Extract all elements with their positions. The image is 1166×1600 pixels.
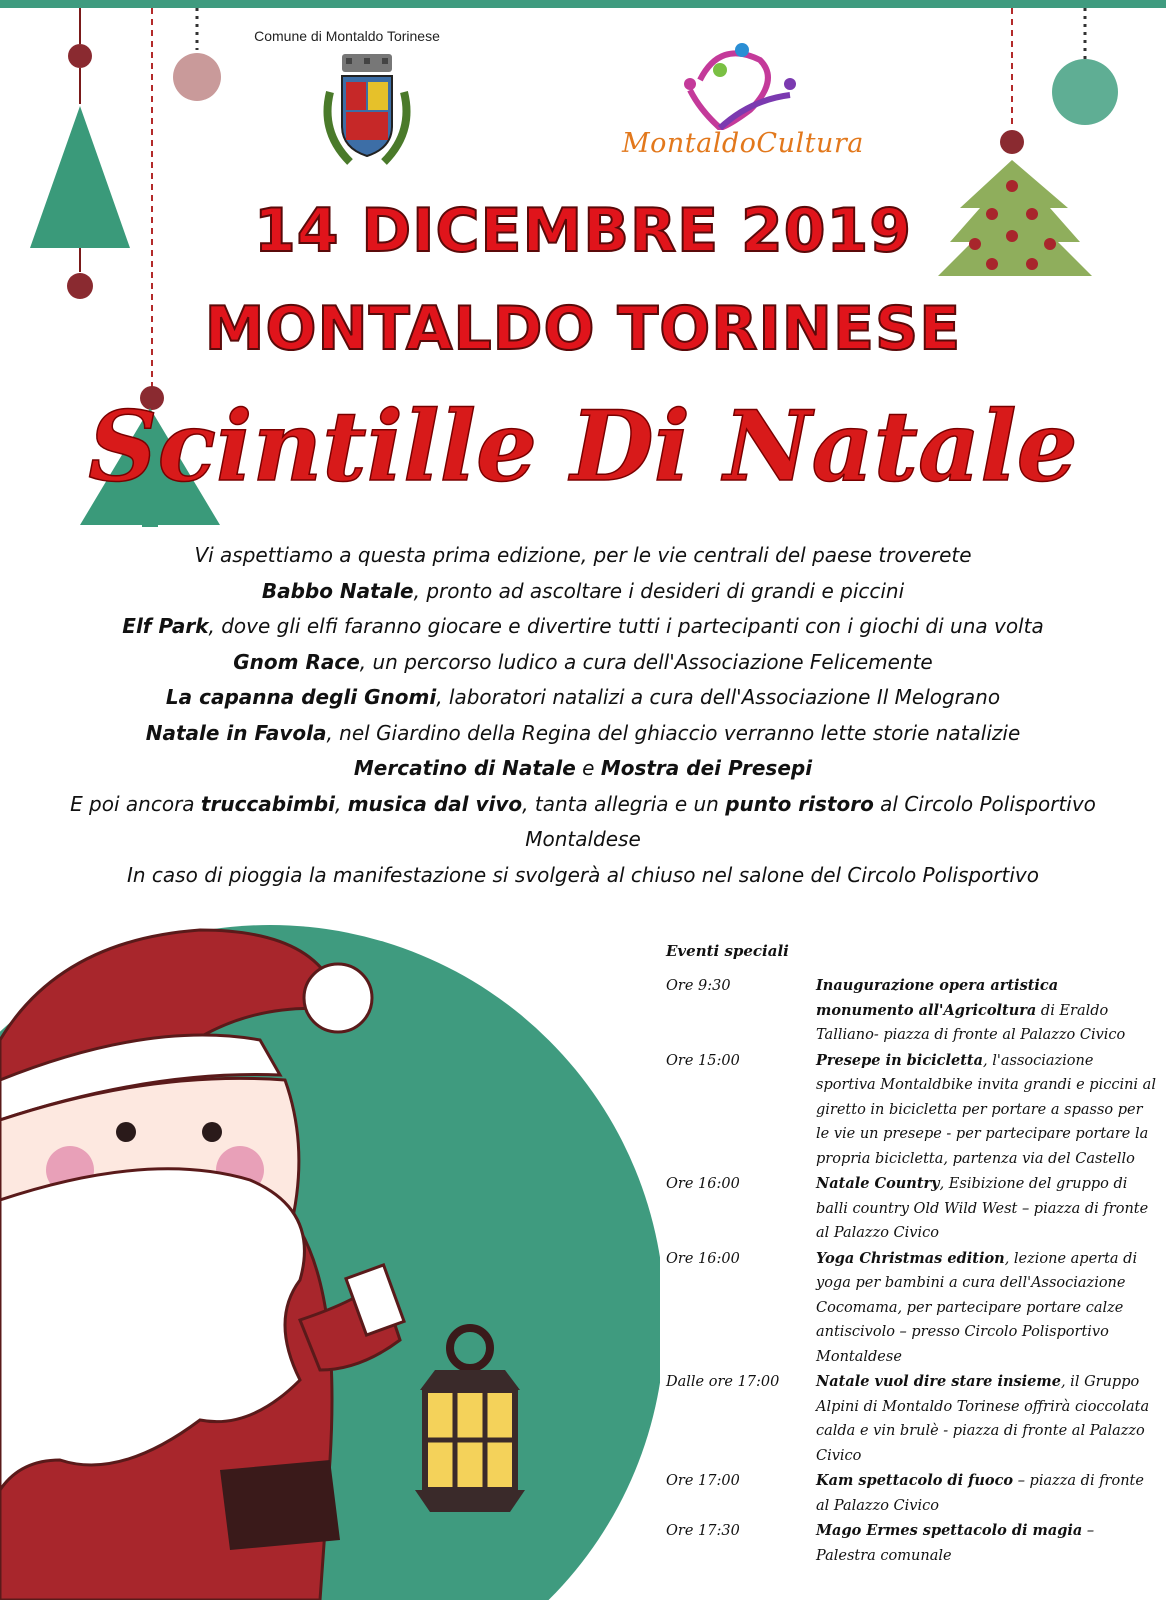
intro-line: E poi ancora truccabimbi, musica dal vivo, tanta allegria e un punto ristoro al Circolo Polisportivo	[70, 791, 1096, 816]
special-events-section	[666, 942, 1166, 1569]
intro-text	[0, 538, 1166, 893]
event-place: MONTALDO TORINESE	[204, 294, 962, 364]
event-row	[666, 1370, 1166, 1468]
intro-line: Natale in Favola, nel Giardino della Regina del ghiaccio verranno lette storie natalizie	[145, 720, 1021, 745]
event-row	[666, 1519, 1166, 1568]
event-time: Ore 17:30	[666, 1523, 740, 1539]
event-time: Ore 9:30	[666, 978, 731, 994]
hanging-ball-teal-icon	[1052, 8, 1118, 125]
event-date: 14 DICEMBRE 2019	[253, 196, 913, 266]
intro-line: Elf Park, dove gli elfi faranno giocare e divertire tutti i partecipanti con i giochi di una volta	[122, 614, 1044, 638]
event-row	[666, 1172, 1166, 1246]
event-description: Yoga Christmas edition, lezione aperta di yoga per bambini a cura dell'Associazione Cocomama, per partecipare portare calze antiscivolo – presso Circolo Polisportivo Montaldese	[816, 1249, 1138, 1365]
event-time: Ore 15:00	[666, 1052, 740, 1069]
event-description: Mago Ermes spettacolo di magia – Palestra comunale	[816, 1522, 1095, 1564]
montaldo-cultura-logo-icon	[620, 40, 820, 130]
event-description: Natale Country, Esibizione del gruppo di balli country Old Wild West – piazza di fronte al Palazzo Civico	[816, 1175, 1149, 1241]
intro-line: La capanna degli Gnomi, laboratori natalizi a cura dell'Associazione Il Melograno	[165, 685, 1001, 709]
intro-line: Mercatino di Natale e Mostra dei Presepi	[353, 756, 813, 780]
event-row	[666, 1049, 1166, 1172]
event-row	[666, 1247, 1166, 1370]
event-row	[666, 974, 1166, 1048]
event-title: Scintille Di Natale	[88, 390, 1078, 503]
event-description: Natale vuol dire stare insieme, il Gruppo Alpini di Montaldo Torinese offrirà cioccolata calda e vin brulè - piazza di fronte al Palazzo Civico	[816, 1373, 1150, 1464]
intro-line: Gnom Race, un percorso ludico a cura dell'Associazione Felicemente	[233, 649, 933, 674]
intro-line: In caso di pioggia la manifestazione si svolgerà al chiuso nel salone del Circolo Polisportivo	[127, 862, 1039, 887]
logo-text: MontaldoCultura	[622, 128, 864, 159]
events-heading: Eventi speciali	[666, 942, 789, 960]
intro-line: Montaldese	[525, 827, 641, 851]
event-time: Ore 16:00	[666, 1250, 740, 1267]
coat-of-arms-icon	[320, 52, 414, 170]
event-description: Presepe in bicicletta, l'associazione sportiva Montaldbike invita grandi e piccini al giretto in bicicletta per portare a spasso per le vie un presepe - per partecipare portare la propria bicicletta, partenza via del Castello	[816, 1051, 1156, 1167]
event-time: Dalle ore 17:00	[666, 1374, 780, 1390]
intro-line: Vi aspettiamo a questa prima edizione, per le vie centrali del paese troverete	[194, 543, 972, 567]
event-description: Kam spettacolo di fuoco – piazza di fronte al Palazzo Civico	[816, 1472, 1144, 1514]
event-description: Inaugurazione opera artistica monumento all'Agricoltura di Eraldo Talliano- piazza di fronte al Palazzo Civico	[816, 977, 1126, 1043]
event-time: Ore 17:00	[666, 1473, 740, 1489]
event-row	[666, 1469, 1166, 1518]
hanging-ball-pink-icon	[173, 8, 221, 101]
comune-label: Comune di Montaldo Torinese	[254, 28, 440, 44]
event-time: Ore 16:00	[666, 1176, 740, 1192]
intro-line: Babbo Natale, pronto ad ascoltare i desideri di grandi e piccini	[261, 578, 905, 603]
santa-illustration-icon	[0, 900, 660, 1600]
